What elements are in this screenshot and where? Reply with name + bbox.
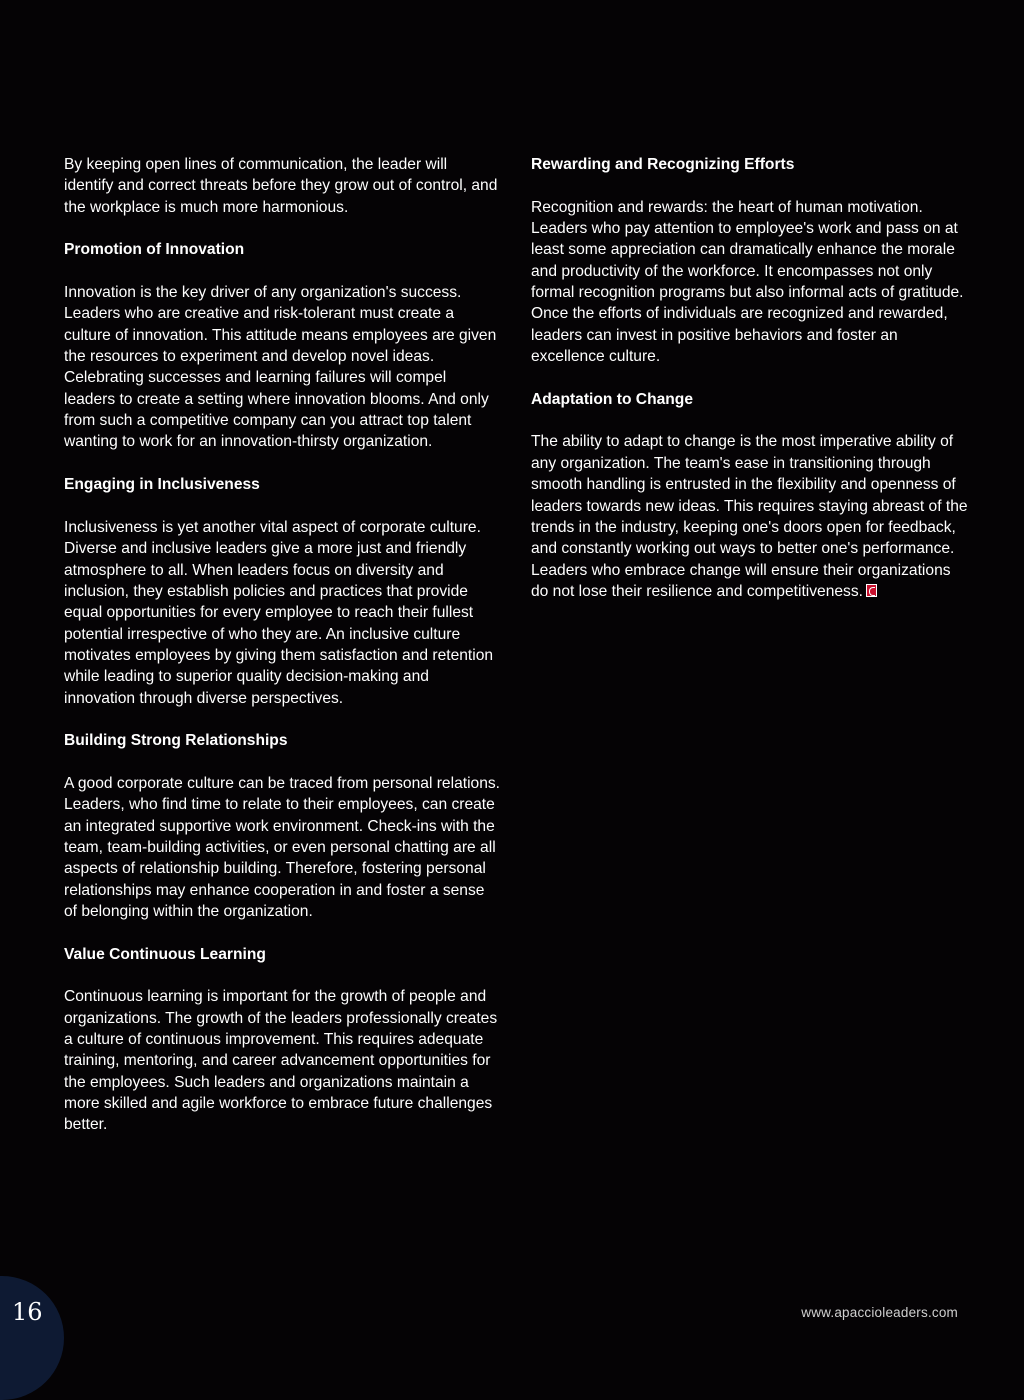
right-column	[531, 154, 971, 624]
page-number: 16	[12, 1298, 43, 1326]
heading-building-strong-relationships: Building Strong Relationships	[64, 732, 288, 750]
page-number-badge	[0, 1276, 64, 1400]
left-column	[64, 154, 500, 1157]
heading-value-continuous-learning: Value Continuous Learning	[64, 945, 266, 963]
paragraph-building-strong-relationships: A good corporate culture can be traced from personal relations. Leaders, who find time to relate to their employees, can create an integrated supportive work environment. Check-ins with the team, team-building activities, or even personal chatting are all aspects of relationship building. Therefore, fostering personal relationships may enhance cooperation in and foster a sense of belonging within the organization.	[64, 774, 501, 921]
paragraph-engaging-in-inclusiveness: Inclusiveness is yet another vital aspect of corporate culture. Diverse and inclusive leaders give a more just and friendly atmosphere to all. When leaders focus on diversity and inclusion, they establish policies and practices that provide equal opportunities for every employee to reach their fullest potential irrespective of who they are. An inclusive culture motivates employees by giving them satisfaction and retention while leading to superior quality decision-making and innovation through diverse perspectives.	[64, 518, 494, 707]
heading-promotion-of-innovation: Promotion of Innovation	[64, 241, 245, 259]
paragraph-adaptation-to-change-text: The ability to adapt to change is the most imperative ability of any organization. The team's ease in transitioning through smooth handling is entrusted in the flexibility and openness of leaders towards new ideas. This requires staying abreast of the trends in the industry, keeping one's doors open for feedback, and constantly working out ways to better one's performance. Leaders who embrace change will ensure their organizations do not lose their resilience and competitiveness.	[531, 433, 968, 600]
end-of-article-icon	[866, 584, 877, 597]
heading-adaptation-to-change: Adaptation to Change	[531, 390, 693, 408]
heading-rewarding-and-recognizing-efforts: Rewarding and Recognizing Efforts	[531, 156, 795, 173]
intro-paragraph: By keeping open lines of communication, the leader will identify and correct threats before they grow out of control, and the workplace is much more harmonious.	[64, 156, 498, 216]
paragraph-value-continuous-learning: Continuous learning is important for the growth of people and organizations. The growth of the leaders professionally creates a culture of continuous improvement. This requires adequate training, mentoring, and career advancement opportunities for the employees. Such leaders and organizations maintain a more skilled and agile workforce to embrace future challenges better.	[64, 988, 498, 1134]
paragraph-promotion-of-innovation: Innovation is the key driver of any organization's success. Leaders who are creative and risk-tolerant must create a culture of innovation. This attitude means employees are given the resources to experiment and develop novel ideas. Celebrating successes and learning failures will compel leaders to create a setting where innovation blooms. And only from such a competitive company can you attract top talent wanting to work for an innovation-thirsty organization.	[64, 284, 497, 451]
heading-engaging-in-inclusiveness: Engaging in Inclusiveness	[64, 476, 260, 494]
paragraph-adaptation-to-change	[531, 431, 971, 602]
footer-url: www.apaccioleaders.com	[801, 1305, 958, 1320]
paragraph-rewarding-and-recognizing-efforts: Recognition and rewards: the heart of human motivation. Leaders who pay attention to employee's work and pass on at least some appreciation can dramatically enhance the morale and productivity of the workforce. It encompasses not only formal recognition programs but also informal acts of gratitude. Once the efforts of individuals are recognized and rewarded, leaders can invest in positive behaviors and foster an excellence culture.	[531, 198, 964, 366]
